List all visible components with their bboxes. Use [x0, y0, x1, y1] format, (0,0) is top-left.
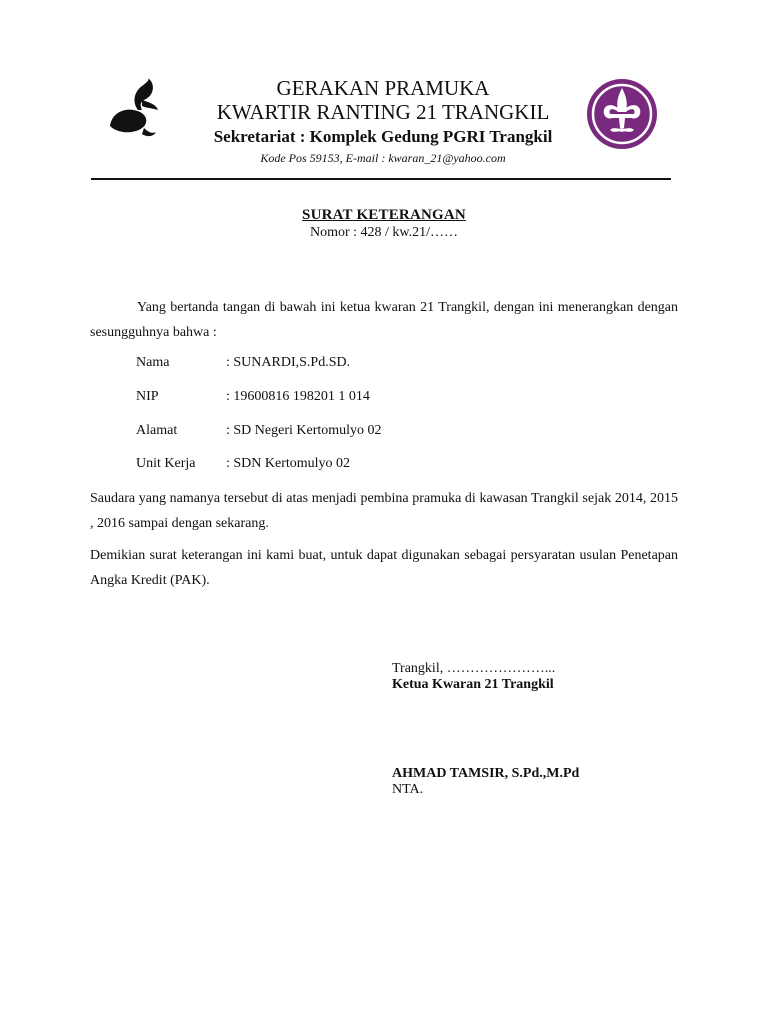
field-value: : 19600816 198201 1 014 — [226, 389, 370, 404]
signature-role: Ketua Kwaran 21 Trangkil — [392, 677, 554, 692]
organization-branch: KWARTIR RANTING 21 TRANGKIL — [216, 100, 550, 124]
tunas-kelapa-icon — [104, 78, 160, 142]
field-value: : SUNARDI,S.Pd.SD. — [226, 355, 351, 370]
field-label: Alamat — [136, 423, 178, 438]
secretariat-address: Sekretariat : Komplek Gedung PGRI Trangkil — [213, 127, 553, 146]
contact-info: Kode Pos 59153, E-mail : kwaran_21@yahoo.com — [260, 151, 506, 165]
field-label: Unit Kerja — [136, 456, 196, 471]
field-nip — [136, 388, 370, 406]
field-value: : SDN Kertomulyo 02 — [226, 456, 351, 471]
field-address — [136, 422, 382, 440]
field-label: Nama — [136, 355, 170, 370]
closing-paragraph: Demikian surat keterangan ini kami buat, untuk dapat digunakan sebagai persyaratan usulan Penetapan Angka Kredit (PAK). — [90, 548, 678, 588]
signatory-nta: NTA. — [392, 782, 424, 797]
field-work-unit — [136, 455, 350, 473]
document-title-block — [90, 206, 678, 241]
intro-paragraph: Yang bertanda tangan di bawah ini ketua kwaran 21 Trangkil, dengan ini menerangkan dengan sesungguhnya bahwa : — [90, 300, 678, 340]
header-divider — [91, 178, 671, 180]
signatory-name: AHMAD TAMSIR, S.Pd.,M.Pd — [392, 766, 580, 781]
world-scout-emblem-icon — [586, 78, 658, 150]
signature-place-date: Trangkil, …………………... — [392, 661, 556, 676]
field-name — [136, 354, 350, 372]
statement-paragraph: Saudara yang namanya tersebut di atas menjadi pembina pramuka di kawasan Trangkil sejak 2014, 2015 , 2016 sampai dengan sekarang. — [90, 491, 678, 531]
document-number: Nomor : 428 / kw.21/…… — [309, 225, 459, 240]
letterhead — [180, 76, 586, 166]
document-title: SURAT KETERANGAN — [302, 207, 466, 223]
organization-name: GERAKAN PRAMUKA — [276, 76, 490, 100]
field-value: : SD Negeri Kertomulyo 02 — [226, 423, 382, 438]
field-label: NIP — [136, 389, 159, 404]
